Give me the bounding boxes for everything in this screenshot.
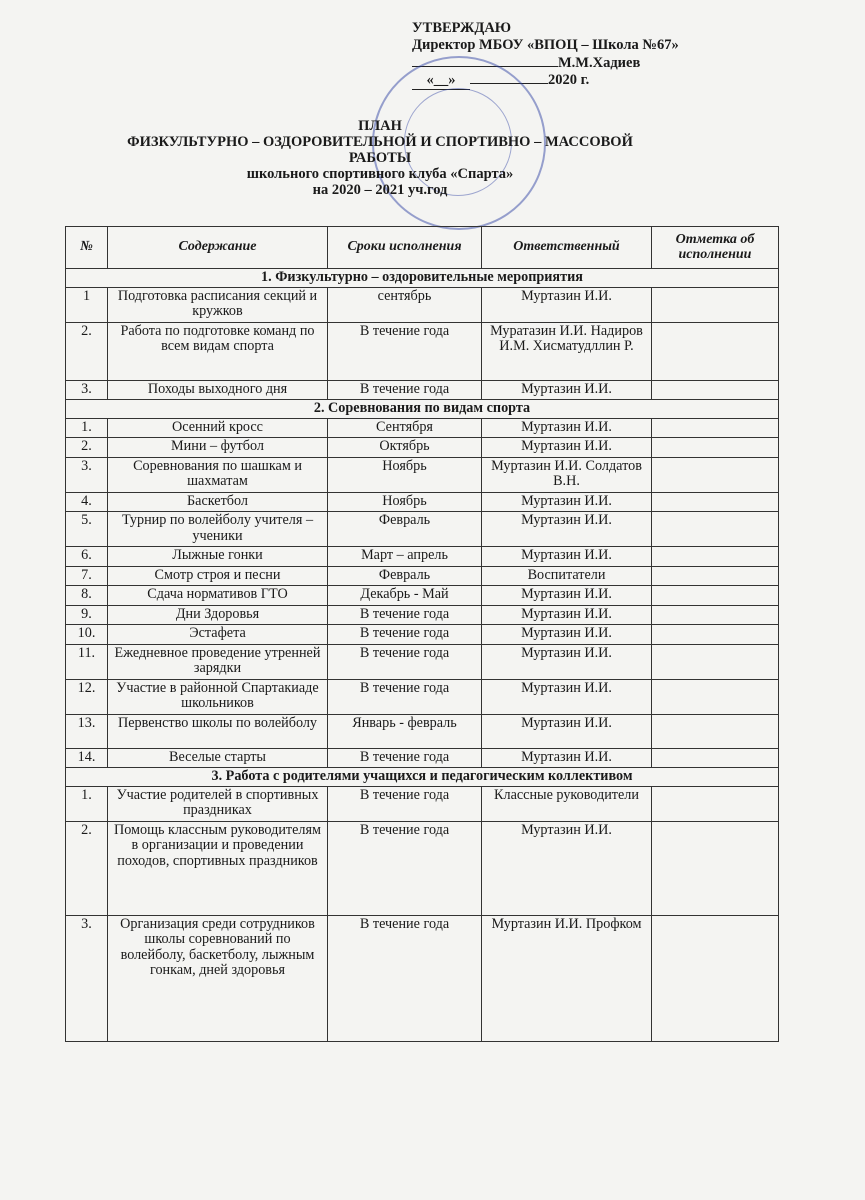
row-number: 12. [66,679,108,714]
row-responsible: Муртазин И.И. [482,512,652,547]
row-mark [652,322,779,380]
row-term: В течение года [328,786,482,821]
row-term: Ноябрь [328,457,482,492]
row-number: 1. [66,418,108,438]
row-content: Походы выходного дня [108,380,328,400]
row-content: Организация среди сотрудников школы соревнований по волейболу, баскетболу, лыжным гонкам, дней здоровья [108,915,328,1041]
row-content: Дни Здоровья [108,605,328,625]
row-mark [652,512,779,547]
row-mark [652,679,779,714]
row-content: Соревнования по шашкам и шахматам [108,457,328,492]
row-responsible: Муртазин И.И. [482,380,652,400]
heading-line1: ФИЗКУЛЬТУРНО – ОЗДОРОВИТЕЛЬНОЙ И СПОРТИВНО – МАССОВОЙ [127,134,633,150]
document-heading [70,118,690,198]
row-term: В течение года [328,605,482,625]
row-term: В течение года [328,644,482,679]
row-mark [652,714,779,748]
row-mark [652,915,779,1041]
row-content: Веселые старты [108,748,328,768]
row-mark [652,457,779,492]
section-title: 1. Физкультурно – оздоровительные мероприятия [66,269,779,288]
table-row [66,714,779,748]
heading-line4: на 2020 – 2021 уч.год [312,182,448,198]
row-number: 4. [66,492,108,512]
signature-line [412,54,558,67]
row-content: Мини – футбол [108,438,328,458]
row-content: Сдача нормативов ГТО [108,586,328,606]
row-responsible: Муртазин И.И. [482,418,652,438]
row-content: Первенство школы по волейболу [108,714,328,748]
header-mark: Отметка об исполнении [652,227,779,269]
row-content: Ежедневное проведение утренней зарядки [108,644,328,679]
row-content: Осенний кросс [108,418,328,438]
row-content: Смотр строя и песни [108,566,328,586]
table-row [66,679,779,714]
row-mark [652,547,779,567]
row-number: 8. [66,586,108,606]
table-row [66,786,779,821]
table-row [66,512,779,547]
table-row [66,605,779,625]
row-number: 11. [66,644,108,679]
table-row [66,287,779,322]
row-content: Подготовка расписания секций и кружков [108,287,328,322]
row-term: Февраль [328,566,482,586]
row-number: 1. [66,786,108,821]
row-term: Март – апрель [328,547,482,567]
row-responsible: Муратазин И.И. Надиров И.М. Хисматудллин Р. [482,322,652,380]
row-term: Октябрь [328,438,482,458]
row-number: 9. [66,605,108,625]
plan-table-body [66,269,779,1042]
section-row [66,269,779,288]
row-responsible: Муртазин И.И. [482,679,652,714]
row-responsible: Муртазин И.И. [482,547,652,567]
row-responsible: Классные руководители [482,786,652,821]
section-row [66,400,779,419]
row-content: Турнир по волейболу учителя – ученики [108,512,328,547]
row-responsible: Муртазин И.И. Профком [482,915,652,1041]
row-number: 5. [66,512,108,547]
header-number: № [66,227,108,269]
approval-position: Директор МБОУ «ВПОЦ – Школа №67» [412,37,679,53]
row-responsible: Воспитатели [482,566,652,586]
row-responsible: Муртазин И.И. [482,605,652,625]
row-mark [652,644,779,679]
row-number: 10. [66,625,108,645]
row-number: 14. [66,748,108,768]
row-term: Декабрь - Май [328,586,482,606]
heading-plan: ПЛАН [358,118,402,134]
header-content: Содержание [108,227,328,269]
row-responsible: Муртазин И.И. [482,492,652,512]
row-content: Эстафета [108,625,328,645]
row-responsible: Муртазин И.И. [482,644,652,679]
row-mark [652,605,779,625]
row-mark [652,625,779,645]
approval-signature [412,54,679,72]
approval-date [412,72,679,90]
row-number: 2. [66,821,108,915]
row-mark [652,566,779,586]
section-row [66,768,779,787]
row-term: сентябрь [328,287,482,322]
approval-name: М.М.Хадиев [558,55,641,71]
row-responsible: Муртазин И.И. [482,625,652,645]
row-term: Январь - февраль [328,714,482,748]
row-term: В течение года [328,679,482,714]
row-mark [652,380,779,400]
row-mark [652,748,779,768]
heading-line2: РАБОТЫ [348,150,412,166]
row-term: В течение года [328,821,482,915]
header-term: Сроки исполнения [328,227,482,269]
row-responsible: Муртазин И.И. [482,438,652,458]
table-row [66,418,779,438]
table-row [66,748,779,768]
row-mark [652,586,779,606]
row-content: Лыжные гонки [108,547,328,567]
approval-date-month [470,83,548,84]
row-term: В течение года [328,915,482,1041]
table-row [66,492,779,512]
table-row [66,566,779,586]
approval-title: УТВЕРЖДАЮ [412,20,512,36]
row-term: В течение года [328,748,482,768]
row-term: В течение года [328,625,482,645]
heading-line3: школьного спортивного клуба «Спарта» [246,166,514,182]
row-number: 3. [66,915,108,1041]
table-row [66,457,779,492]
approval-date-day: «__» [412,72,470,90]
row-responsible: Муртазин И.И. [482,586,652,606]
row-number: 2. [66,322,108,380]
row-term: В течение года [328,322,482,380]
row-number: 1 [66,287,108,322]
row-term: В течение года [328,380,482,400]
plan-table [65,226,779,1042]
table-row [66,644,779,679]
section-title: 3. Работа с родителями учащихся и педагогическим коллективом [66,768,779,787]
table-row [66,322,779,380]
table-header-row [66,227,779,269]
row-content: Участие родителей в спортивных праздниках [108,786,328,821]
row-term: Ноябрь [328,492,482,512]
approval-date-year: 2020 г. [548,72,590,88]
table-row [66,625,779,645]
row-number: 7. [66,566,108,586]
row-number: 13. [66,714,108,748]
row-number: 3. [66,380,108,400]
table-row [66,915,779,1041]
row-responsible: Муртазин И.И. [482,714,652,748]
row-mark [652,287,779,322]
section-title: 2. Соревнования по видам спорта [66,400,779,419]
row-mark [652,438,779,458]
row-content: Участие в районной Спартакиаде школьников [108,679,328,714]
row-number: 6. [66,547,108,567]
table-row [66,586,779,606]
table-row [66,438,779,458]
row-number: 2. [66,438,108,458]
row-term: Сентября [328,418,482,438]
row-content: Работа по подготовке команд по всем видам спорта [108,322,328,380]
table-row [66,380,779,400]
row-responsible: Муртазин И.И. [482,821,652,915]
table-row [66,547,779,567]
header-responsible: Ответственный [482,227,652,269]
row-responsible: Муртазин И.И. Солдатов В.Н. [482,457,652,492]
row-term: Февраль [328,512,482,547]
row-content: Помощь классным руководителям в организации и проведении походов, спортивных праздников [108,821,328,915]
row-number: 3. [66,457,108,492]
row-responsible: Муртазин И.И. [482,287,652,322]
table-row [66,821,779,915]
row-mark [652,786,779,821]
row-mark [652,418,779,438]
row-mark [652,821,779,915]
row-responsible: Муртазин И.И. [482,748,652,768]
row-mark [652,492,779,512]
row-content: Баскетбол [108,492,328,512]
approval-block [412,20,679,90]
